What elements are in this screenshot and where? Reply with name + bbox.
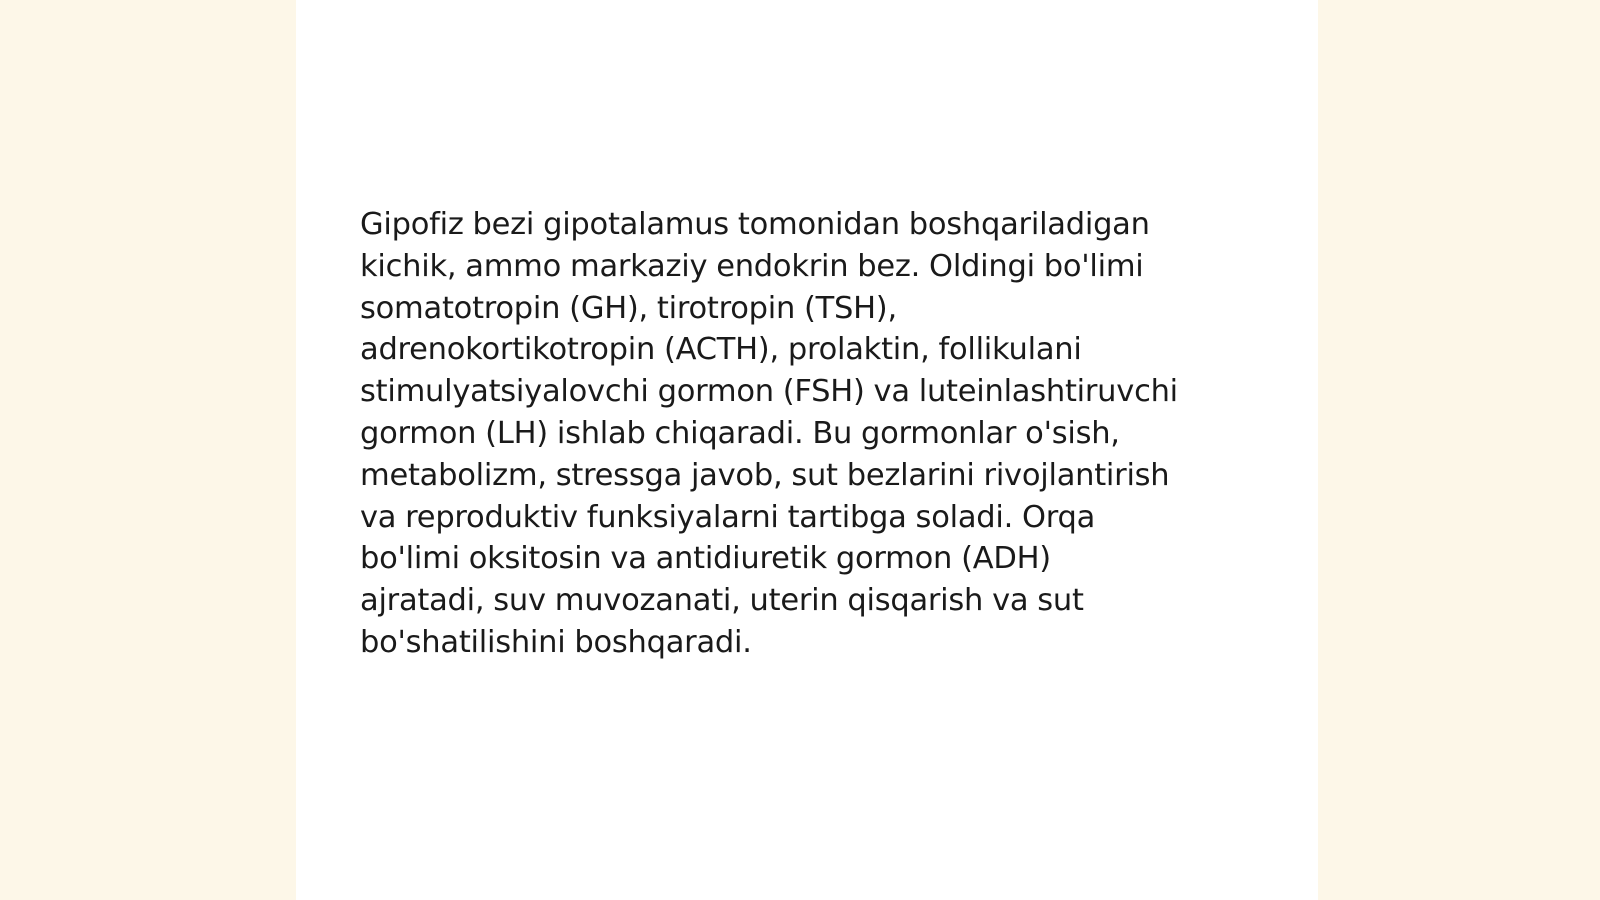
text-line: bo'limi oksitosin va antidiuretik gormon (ADH) — [360, 541, 1051, 577]
text-line: metabolizm, stressga javob, sut bezlarini rivojlantirish — [360, 457, 1170, 493]
text-line: stimulyatsiyalovchi gormon (FSH) va luteinlashtiruvchi — [360, 374, 1178, 410]
text-line: kichik, ammo markaziy endokrin bez. Oldingi bo'limi — [360, 248, 1144, 284]
text-line: Gipofiz bezi gipotalamus tomonidan boshqariladigan — [360, 207, 1150, 242]
slide-body-text — [360, 204, 1250, 664]
text-line: gormon (LH) ishlab chiqaradi. Bu gormonlar o'sish, — [360, 415, 1120, 451]
text-line: va reproduktiv funksiyalarni tartibga soladi. Orqa — [360, 499, 1096, 535]
text-line: somatotropin (GH), tirotropin (TSH), — [360, 290, 897, 326]
text-line: ajratadi, suv muvozanati, uterin qisqarish va sut — [360, 583, 1084, 619]
text-line: bo'shatilishini boshqaradi. — [360, 624, 752, 660]
text-line: adrenokortikotropin (ACTH), prolaktin, follikulani — [360, 332, 1082, 368]
slide — [296, 0, 1318, 900]
